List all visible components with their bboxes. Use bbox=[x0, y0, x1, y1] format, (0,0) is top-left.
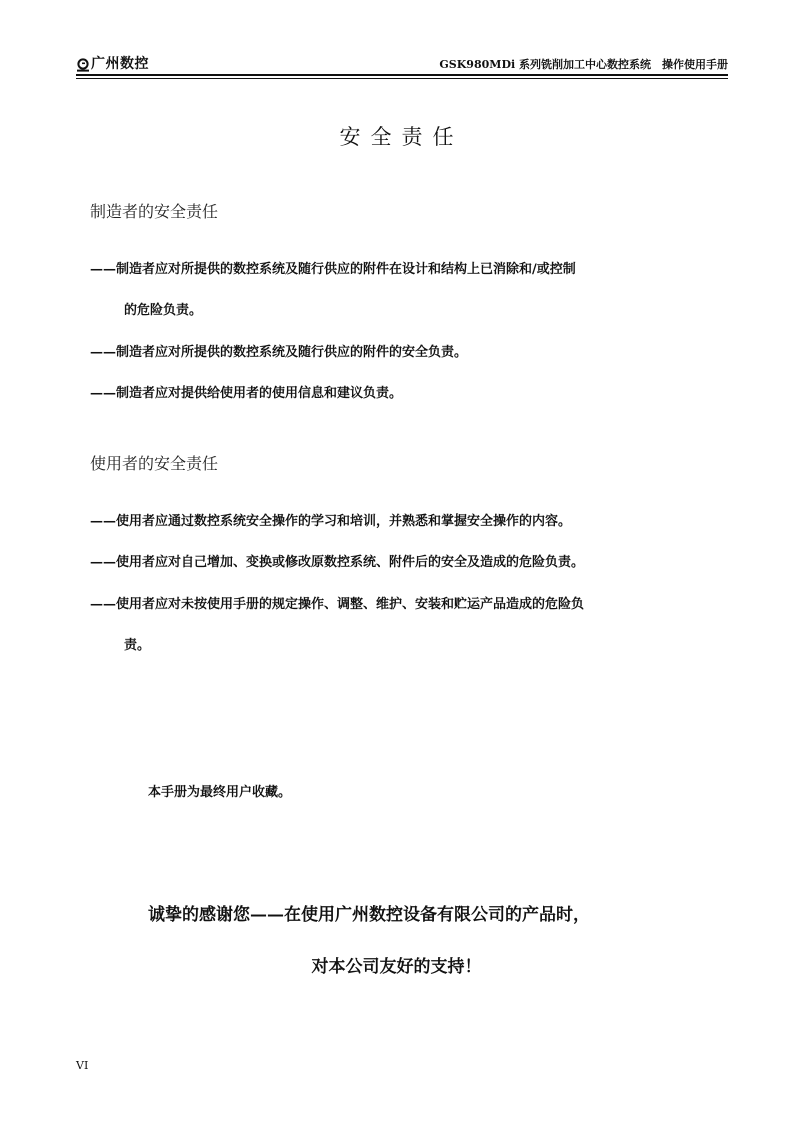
retention-note: 本手册为最终用户收藏。 bbox=[148, 785, 292, 800]
manufacturer-paragraph-1-cont: 的危险负责。 bbox=[124, 303, 203, 318]
manual-title: GSK980MDi 系列铣削加工中心数控系统 操作使用手册 bbox=[439, 58, 728, 71]
thanks-line-1: 诚挚的感谢您——在使用广州数控设备有限公司的产品时， bbox=[148, 905, 590, 925]
user-paragraph-2: ——使用者应对自己增加、变换或修改原数控系统、附件后的安全及造成的危险负责。 bbox=[90, 555, 585, 570]
user-paragraph-3-cont: 责。 bbox=[124, 638, 151, 653]
logo-text: 广州数控 bbox=[91, 56, 149, 72]
header-divider-thin bbox=[76, 78, 728, 79]
page-header bbox=[76, 54, 728, 76]
section-heading-user: 使用者的安全责任 bbox=[90, 454, 219, 473]
manufacturer-paragraph-2: ——制造者应对所提供的数控系统及随行供应的附件的安全负责。 bbox=[90, 345, 468, 360]
user-paragraph-1: ——使用者应通过数控系统安全操作的学习和培训，并熟悉和掌握安全操作的内容。 bbox=[90, 514, 572, 529]
page-title: 安全责任 bbox=[339, 125, 464, 149]
section-heading-manufacturer: 制造者的安全责任 bbox=[90, 202, 219, 221]
header-divider bbox=[76, 74, 728, 76]
gsk-logo-icon bbox=[76, 57, 90, 71]
manufacturer-paragraph-3: ——制造者应对提供给使用者的使用信息和建议负责。 bbox=[90, 386, 403, 401]
page-number: VI bbox=[76, 1059, 89, 1072]
user-paragraph-3: ——使用者应对未按使用手册的规定操作、调整、维护、安装和贮运产品造成的危险负 bbox=[90, 597, 585, 612]
company-logo bbox=[76, 56, 149, 72]
manufacturer-paragraph-1: ——制造者应对所提供的数控系统及随行供应的附件在设计和结构上已消除和/或控制 bbox=[90, 262, 576, 277]
thanks-line-2: 对本公司友好的支持！ bbox=[311, 957, 482, 977]
